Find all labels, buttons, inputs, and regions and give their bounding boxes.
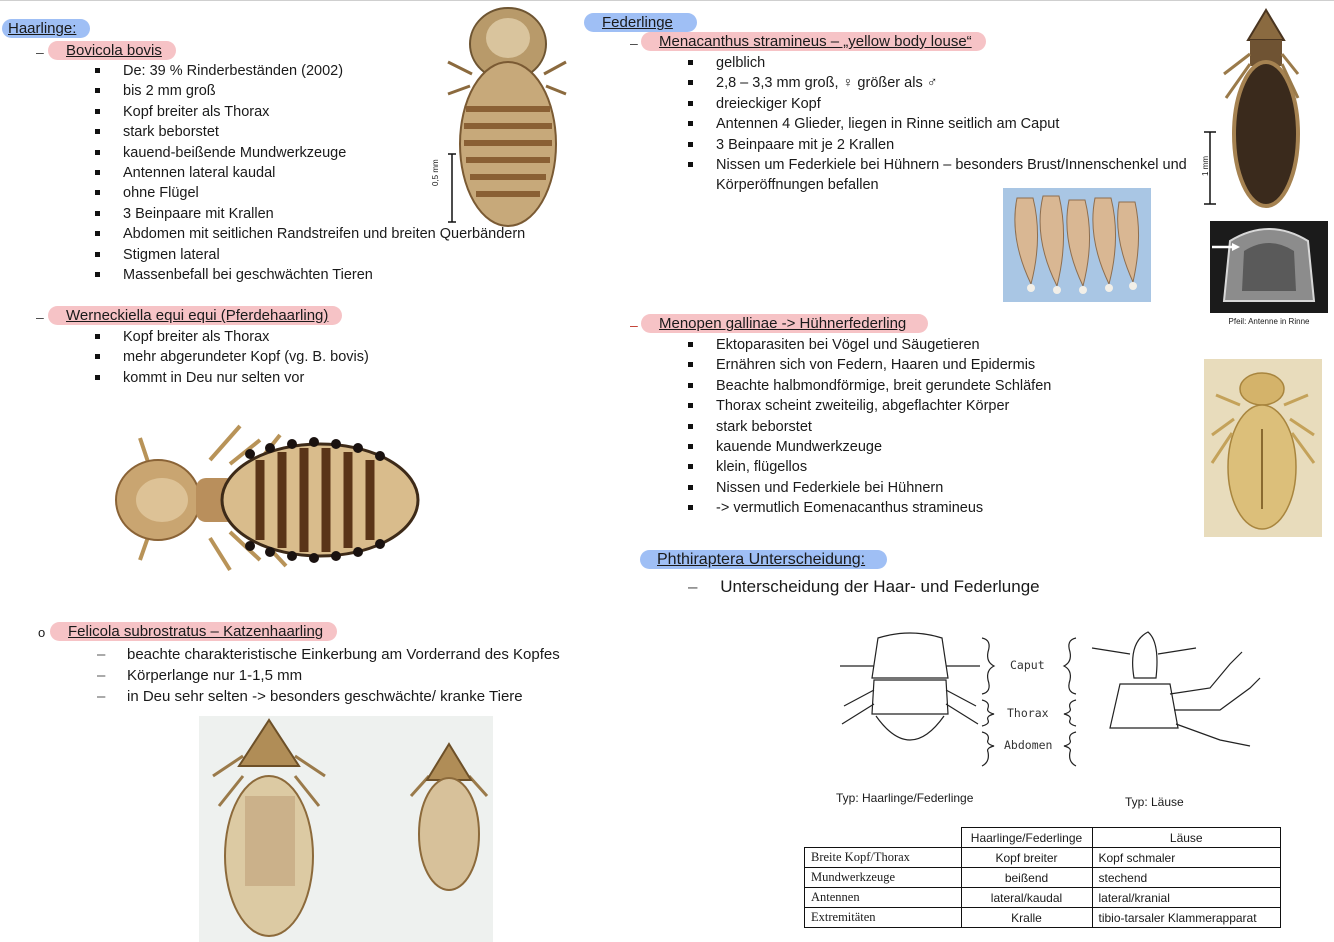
list-item: ohne Flügel [95, 183, 565, 203]
phthiraptera-title: Phthiraptera Unterscheidung: [640, 550, 887, 569]
list-item: kauend-beißende Mundwerkzeuge [95, 143, 565, 163]
list-item: Massenbefall bei geschwächten Tieren [95, 265, 565, 285]
werneckiella-title: Werneckiella equi equi (Pferdehaarling) [48, 306, 342, 325]
diagram-label-abdomen: Abdomen [1004, 738, 1053, 752]
phthiraptera-subtitle: Unterscheidung der Haar- und Federlunge [720, 577, 1040, 596]
federlinge-title: Federlinge [584, 13, 697, 32]
bovicola-title: Bovicola bovis [48, 41, 176, 60]
diagram-caption-right: Typ: Läuse [1125, 795, 1184, 809]
list-item: dreieckiger Kopf [688, 94, 1188, 114]
list-item: – Körperlange nur 1-1,5 mm [97, 665, 617, 686]
felicola-photo [199, 716, 493, 942]
dash-marker: – [630, 317, 638, 333]
list-item: De: 39 % Rinderbeständen (2002) [95, 61, 565, 81]
list-item: – beachte charakteristische Einkerbung am Vorderrand des Kopfes [97, 644, 617, 665]
menopen-title: Menopen gallinae -> Hühnerfederling [641, 314, 928, 333]
table-cell: Antennen [805, 888, 962, 908]
table-cell: lateral/kaudal [961, 888, 1092, 908]
list-item: Antennen 4 Glieder, liegen in Rinne seitlich am Caput [688, 114, 1188, 134]
felicola-title: Felicola subrostratus – Katzenhaarling [50, 622, 337, 641]
dash-marker: – [630, 35, 638, 51]
werneckiella-list [95, 327, 495, 388]
list-item: Ernähren sich von Federn, Haaren und Epidermis [688, 355, 1188, 375]
diagram-label-caput: Caput [1010, 658, 1045, 672]
table-cell: Breite Kopf/Thorax [805, 848, 962, 868]
bovicola-photo [440, 4, 570, 228]
phthiraptera-subtitle-row [688, 577, 1040, 597]
list-item: kauende Mundwerkzeuge [688, 437, 1188, 457]
table-cell: Kralle [961, 908, 1092, 928]
dash-marker: – [36, 44, 44, 60]
werneckiella-photo [110, 420, 424, 580]
list-item: gelblich [688, 53, 1188, 73]
table-row [805, 888, 1281, 908]
list-item: stark beborstet [95, 122, 565, 142]
menacanthus-heading [641, 33, 986, 50]
menacanthus-photo [1200, 4, 1300, 210]
felicola-list [97, 644, 617, 707]
list-item: Thorax scheint zweiteilig, abgeflachter Körper [688, 396, 1188, 416]
bovicola-heading [48, 42, 176, 59]
list-item: klein, flügellos [688, 457, 1188, 477]
dash-marker: – [688, 577, 698, 596]
table-header-cell: Haarlinge/Federlinge [961, 828, 1092, 848]
list-item: Abdomen mit seitlichen Randstreifen und breiten Querbändern [95, 224, 565, 244]
list-item: mehr abgerundeter Kopf (vg. B. bovis) [95, 347, 495, 367]
table-cell: lateral/kranial [1092, 888, 1281, 908]
list-item: 3 Beinpaare mit Krallen [95, 204, 565, 224]
phthiraptera-heading [640, 551, 887, 569]
table-cell: Extremitäten [805, 908, 962, 928]
list-item: Kopf breiter als Thorax [95, 327, 495, 347]
dash-marker: – [36, 309, 44, 325]
list-item: 3 Beinpaare mit je 2 Krallen [688, 135, 1188, 155]
list-item: Stigmen lateral [95, 245, 565, 265]
list-item: kommt in Deu nur selten vor [95, 368, 495, 388]
menacanthus-scale-label: 1 mm [1201, 156, 1210, 176]
list-item: Antennen lateral kaudal [95, 163, 565, 183]
diagram-caption-left: Typ: Haarlinge/Federlinge [836, 791, 974, 805]
federlinge-heading [584, 14, 697, 31]
comparison-diagram [830, 628, 1270, 772]
werneckiella-heading [48, 307, 342, 324]
page-top-border [0, 0, 1334, 1]
list-item: bis 2 mm groß [95, 81, 565, 101]
table-cell: Kopf breiter [961, 848, 1092, 868]
sem-caption: Pfeil: Antenne in Rinne [1228, 317, 1310, 326]
table-row [805, 848, 1281, 868]
felicola-heading [50, 623, 337, 640]
table-header-cell: Läuse [1092, 828, 1281, 848]
list-item: Ektoparasiten bei Vögel und Säugetieren [688, 335, 1188, 355]
table-cell: stechend [1092, 868, 1281, 888]
table-header-row [805, 828, 1281, 848]
table-cell: tibio-tarsaler Klammerapparat [1092, 908, 1281, 928]
list-item: 2,8 – 3,3 mm groß, ♀ größer als ♂ [688, 73, 1188, 93]
list-item: Kopf breiter als Thorax [95, 102, 565, 122]
table-cell: Kopf schmaler [1092, 848, 1281, 868]
feathers-photo [1003, 188, 1151, 302]
list-item: -> vermutlich Eomenacanthus stramineus [688, 498, 1188, 518]
list-item: Nissen und Federkiele bei Hühnern [688, 478, 1188, 498]
menacanthus-list [688, 53, 1188, 196]
table-header-empty [805, 828, 962, 848]
menopen-list [688, 335, 1188, 519]
bovicola-scale-label: 0,5 mm [431, 159, 440, 186]
menacanthus-title: Menacanthus stramineus – „yellow body louse“ [641, 32, 986, 51]
circle-bullet: o [38, 625, 46, 640]
sem-photo [1210, 221, 1328, 313]
list-item: – in Deu sehr selten -> besonders geschwächte/ kranke Tiere [97, 686, 617, 707]
diagram-label-thorax: Thorax [1007, 706, 1049, 720]
table-row [805, 868, 1281, 888]
table-cell: Mundwerkzeuge [805, 868, 962, 888]
menopen-photo [1204, 359, 1322, 537]
list-item: Beachte halbmondförmige, breit gerundete Schläfen [688, 376, 1188, 396]
table-cell: beißend [961, 868, 1092, 888]
haarlinge-title: Haarlinge: [2, 19, 90, 38]
list-item: Nissen um Federkiele bei Hühnern – besonders Brust/Innenschenkel und Körperöffnungen befallen [688, 155, 1188, 196]
menopen-heading [641, 315, 928, 332]
list-item: stark beborstet [688, 417, 1188, 437]
haarlinge-heading [2, 20, 90, 37]
table-row [805, 908, 1281, 928]
comparison-table [804, 827, 1281, 928]
